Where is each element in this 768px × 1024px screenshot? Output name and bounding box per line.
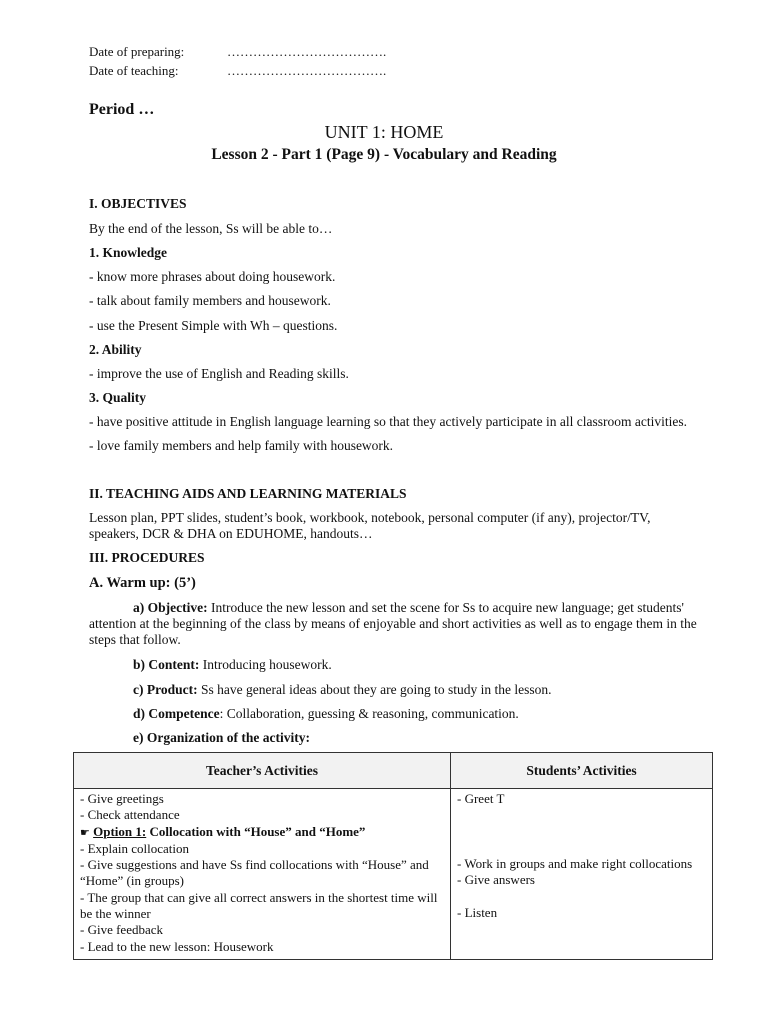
option-label: Option 1:	[93, 823, 147, 839]
teacher-line: - The group that can give all correct answers in the shortest time will be the winner	[80, 889, 438, 922]
spacer	[457, 807, 706, 856]
product-line	[133, 682, 552, 698]
competence-line	[133, 706, 519, 722]
teacher-line: - Lead to the new lesson: Housework	[80, 938, 274, 954]
objectives-intro: By the end of the lesson, Ss will be able to…	[89, 221, 333, 236]
spacer	[457, 889, 706, 905]
knowledge-heading: 1. Knowledge	[89, 245, 168, 260]
student-line: - Listen	[457, 905, 498, 921]
product-text: Ss have general ideas about they are going to study in the lesson.	[197, 682, 552, 697]
content-label: b) Content:	[133, 657, 200, 672]
activities-table	[73, 752, 713, 960]
quality-item: - love family members and help family with housework.	[89, 438, 394, 453]
date-teaching-label: Date of teaching:	[89, 63, 179, 78]
date-preparing-label: Date of preparing:	[89, 44, 185, 59]
teacher-line: - Give greetings	[80, 791, 164, 806]
unit-title: UNIT 1: HOME	[324, 122, 444, 142]
content-text: Introducing housework.	[199, 657, 332, 672]
teacher-activities-cell	[74, 789, 451, 960]
objectives-heading: I. OBJECTIVES	[89, 196, 187, 211]
student-line: - Give answers	[457, 872, 535, 888]
option-text: Collocation with “House” and “Home”	[146, 823, 366, 839]
quality-heading: 3. Quality	[89, 390, 147, 405]
teacher-line: - Give suggestions and have Ss find collocations with “House” and “Home” (in groups)	[80, 857, 429, 889]
teacher-line: - Give feedback	[80, 922, 164, 938]
objective-text: Introduce the new lesson and set the scene for Ss to acquire new language; get students' attention at the beginning of the class by means of enjoyable and short activities as well as to engage them in the steps that follow.	[89, 600, 697, 647]
ability-heading: 2. Ability	[89, 342, 142, 357]
content-line	[133, 657, 332, 673]
organization-label: e) Organization of the activity:	[133, 730, 310, 745]
procedures-heading: III. PROCEDURES	[89, 550, 205, 565]
table-header-row	[74, 753, 713, 789]
pointing-hand-icon: ☛	[80, 825, 90, 839]
student-line: - Greet T	[457, 791, 505, 806]
teacher-line: - Check attendance	[80, 807, 180, 823]
quality-item: - have positive attitude in English language learning so that they actively participate in all classroom activities.	[89, 414, 687, 429]
lesson-title: Lesson 2 - Part 1 (Page 9) - Vocabulary and Reading	[211, 146, 557, 163]
aids-heading: II. TEACHING AIDS AND LEARNING MATERIALS	[89, 486, 407, 501]
knowledge-item: - know more phrases about doing housework.	[89, 269, 336, 284]
date-teaching-value: ……………………………….	[227, 63, 387, 78]
date-preparing-value: ……………………………….	[227, 44, 387, 59]
knowledge-item: - use the Present Simple with Wh – questions.	[89, 318, 338, 333]
knowledge-item: - talk about family members and housework.	[89, 293, 331, 308]
warmup-heading: A. Warm up: (5’)	[89, 575, 196, 591]
ability-item: - improve the use of English and Reading skills.	[89, 366, 349, 381]
students-activities-cell	[451, 789, 713, 960]
product-label: c) Product:	[133, 682, 198, 697]
aids-text: Lesson plan, PPT slides, student’s book, workbook, notebook, personal computer (if any), projector/TV, speakers, DCR & DHA on EDUHOME, handouts…	[89, 510, 651, 541]
option-line	[80, 824, 444, 841]
teacher-line: - Explain collocation	[80, 840, 190, 856]
competence-label: d) Competence	[133, 706, 220, 721]
period-label: Period …	[89, 101, 155, 118]
teacher-activities-header: Teacher’s Activities	[74, 753, 451, 789]
student-line: - Work in groups and make right collocations	[457, 856, 693, 872]
objective-label: a) Objective:	[133, 600, 208, 615]
students-activities-header: Students’ Activities	[451, 753, 713, 789]
table-row	[74, 789, 713, 960]
objective-paragraph	[89, 600, 707, 648]
competence-text: : Collaboration, guessing & reasoning, communication.	[219, 706, 519, 721]
